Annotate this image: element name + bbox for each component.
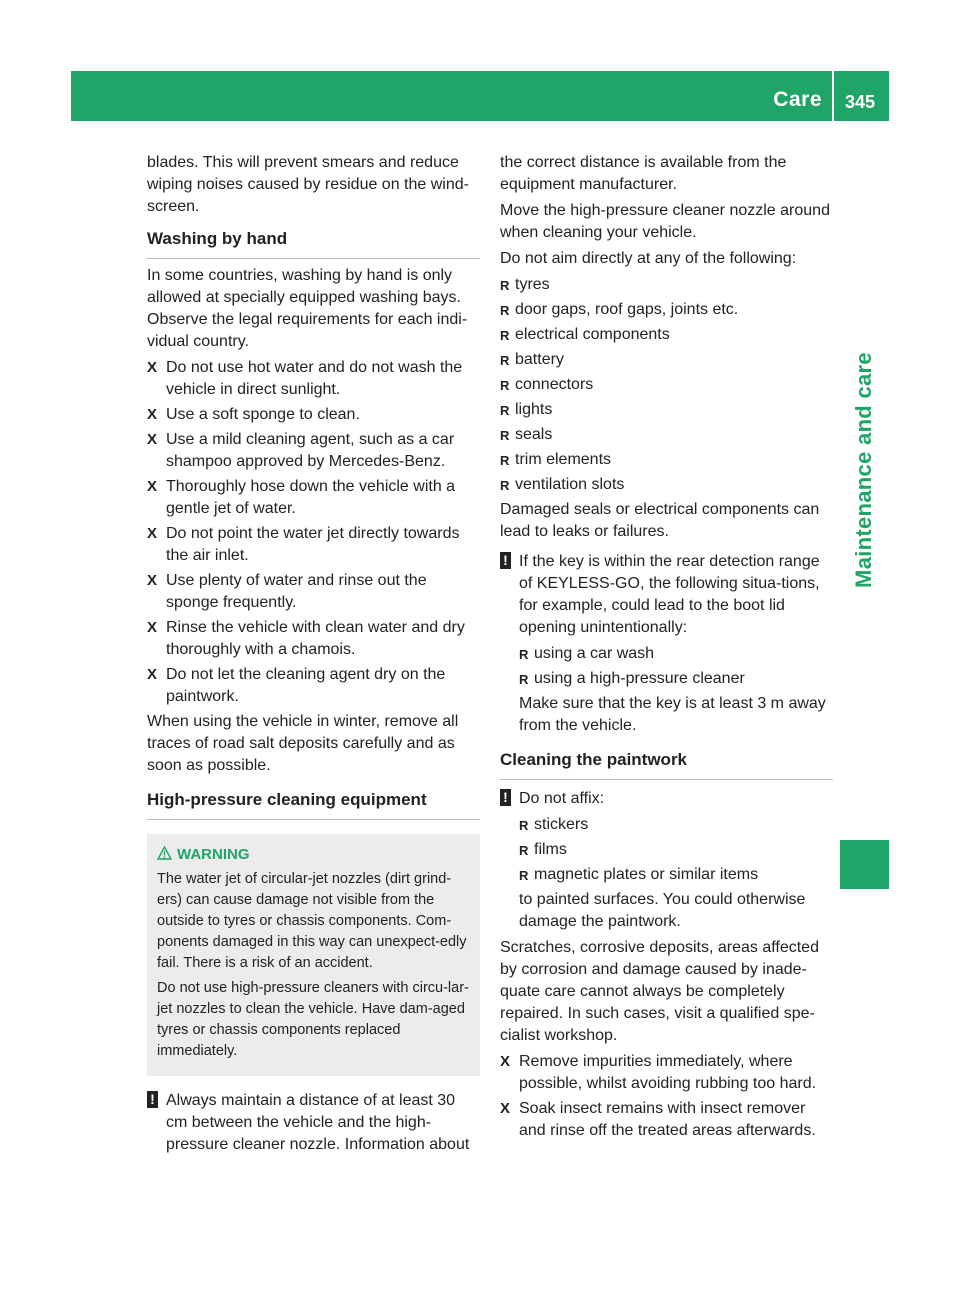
step-marker-icon: X <box>147 525 158 542</box>
list-item: R stickers <box>519 814 833 836</box>
list-item: R seals <box>500 424 833 446</box>
page-number: 345 <box>845 92 876 112</box>
bullet-marker-icon: R <box>519 647 529 662</box>
bullet-marker-icon: R <box>519 818 529 833</box>
key-away-text: Make sure that the key is at least 3 m away from the vehicle. <box>519 695 826 734</box>
warning-box <box>147 834 480 1076</box>
continued-text: the correct distance is available from the equipment manufacturer. <box>500 154 787 193</box>
step-marker-icon: X <box>147 619 158 636</box>
step-marker-icon: X <box>147 666 158 683</box>
list-item: R door gaps, roof gaps, joints etc. <box>500 299 833 321</box>
list-item: R ventilation slots <box>500 474 833 496</box>
list-item: R connectors <box>500 374 833 396</box>
warning-text: The water jet of circular-jet nozzles (dirt grind-ers) can cause damage not visible from the outside to tyres or chassis components. Com-ponents damaged in this way can unexpect-edly fail. There is a risk of an accident. <box>157 871 467 971</box>
list-item: R magnetic plates or similar items <box>519 864 833 886</box>
step-item: X Use a soft sponge to clean. <box>147 404 480 426</box>
step-item: X Use plenty of water and rinse out the sponge frequently. <box>147 572 427 611</box>
bullet-marker-icon: R <box>519 672 529 687</box>
warning-title: WARNING <box>177 846 250 863</box>
bullet-marker-icon: R <box>500 428 510 443</box>
bullet-marker-icon: R <box>519 843 529 858</box>
list-item: R battery <box>500 349 833 371</box>
right-column <box>500 152 833 1145</box>
step-marker-icon: X <box>147 572 158 589</box>
step-marker-icon: X <box>147 406 158 423</box>
note-marker-icon: ! <box>500 552 511 569</box>
intro-text: blades. This will prevent smears and reduce wiping noises caused by residue on the wind-screen. <box>147 154 469 215</box>
step-item: X Use a mild cleaning agent, such as a car shampoo approved by Mercedes-Benz. <box>147 431 455 470</box>
step-item: X Soak insect remains with insect remover and rinse off the treated areas afterwards. <box>500 1100 816 1139</box>
warning-triangle-icon <box>157 845 172 866</box>
note-item: ! Do not affix: <box>500 788 833 810</box>
bullet-marker-icon: R <box>519 868 529 883</box>
note-item: ! Always maintain a distance of at least 30 cm between the vehicle and the high-pressure cleaner nozzle. Information about <box>147 1090 480 1156</box>
list-item: R using a car wash <box>519 643 833 665</box>
step-marker-icon: X <box>500 1100 511 1117</box>
list-item: R tyres <box>500 274 833 296</box>
bullet-marker-icon: R <box>500 278 510 293</box>
step-marker-icon: X <box>500 1053 511 1070</box>
side-tab-label: Maintenance and care <box>851 352 876 588</box>
bullet-marker-icon: R <box>500 478 510 493</box>
do-not-aim-text: Do not aim directly at any of the following: <box>500 250 797 267</box>
step-item: X Do not use hot water and do not wash the vehicle in direct sunlight. <box>147 359 463 398</box>
move-nozzle-text: Move the high-pressure cleaner nozzle around when cleaning your vehicle. <box>500 202 830 241</box>
winter-text: When using the vehicle in winter, remove all traces of road salt deposits carefully and as soon as possible. <box>147 713 459 774</box>
note-marker-icon: ! <box>500 789 511 806</box>
warning-header <box>157 844 470 865</box>
section-title: Care <box>773 88 822 111</box>
bullet-marker-icon: R <box>500 353 510 368</box>
header-divider <box>832 71 834 121</box>
list-item: R trim elements <box>500 449 833 471</box>
step-item: X Remove impurities immediately, where possible, whilst avoiding rubbing too hard. <box>500 1053 817 1092</box>
bullet-marker-icon: R <box>500 378 510 393</box>
step-item: X Do not point the water jet directly towards the air inlet. <box>147 525 460 564</box>
step-item: X Do not let the cleaning agent dry on the paintwork. <box>147 666 446 705</box>
hp-heading: High-pressure cleaning equipment <box>147 789 480 820</box>
step-marker-icon: X <box>147 431 158 448</box>
paint-heading: Cleaning the paintwork <box>500 749 833 780</box>
note-body <box>500 643 833 737</box>
bullet-marker-icon: R <box>500 453 510 468</box>
bullet-marker-icon: R <box>500 403 510 418</box>
note-item: ! If the key is within the rear detection range of KEYLESS-GO, the following situa-tions, for example, could lead to the boot lid opening unintentionally: <box>500 551 833 639</box>
washing-intro: In some countries, washing by hand is only allowed at specially equipped washing bays. Observe the legal requirements for each indi-vidual country. <box>147 267 468 350</box>
washing-heading: Washing by hand <box>147 228 480 259</box>
step-marker-icon: X <box>147 478 158 495</box>
affix-after-text: to painted surfaces. You could otherwise damage the paintwork. <box>519 891 806 930</box>
list-item: R using a high-pressure cleaner <box>519 668 833 690</box>
left-column <box>147 152 480 1160</box>
bullet-marker-icon: R <box>500 303 510 318</box>
damaged-text: Damaged seals or electrical components can lead to leaks or failures. <box>500 501 820 540</box>
bullet-marker-icon: R <box>500 328 510 343</box>
note-marker-icon: ! <box>147 1091 158 1108</box>
list-item: R electrical components <box>500 324 833 346</box>
step-marker-icon: X <box>147 359 158 376</box>
side-tab-marker <box>840 840 889 889</box>
scratches-text: Scratches, corrosive deposits, areas affected by corrosion and damage caused by inade-quate care cannot always be completely repaired. In such cases, visit a qualified spe-cialist workshop. <box>500 939 819 1044</box>
step-item: X Thoroughly hose down the vehicle with a gentle jet of water. <box>147 478 456 517</box>
header-bar <box>71 71 889 121</box>
list-item: R films <box>519 839 833 861</box>
note-body <box>500 814 833 933</box>
warning-text: Do not use high-pressure cleaners with circu-lar-jet nozzles to clean the vehicle. Have dam-aged tyres or chassis components replaced immediately. <box>157 980 469 1059</box>
list-item: R lights <box>500 399 833 421</box>
step-item: X Rinse the vehicle with clean water and dry thoroughly with a chamois. <box>147 619 465 658</box>
